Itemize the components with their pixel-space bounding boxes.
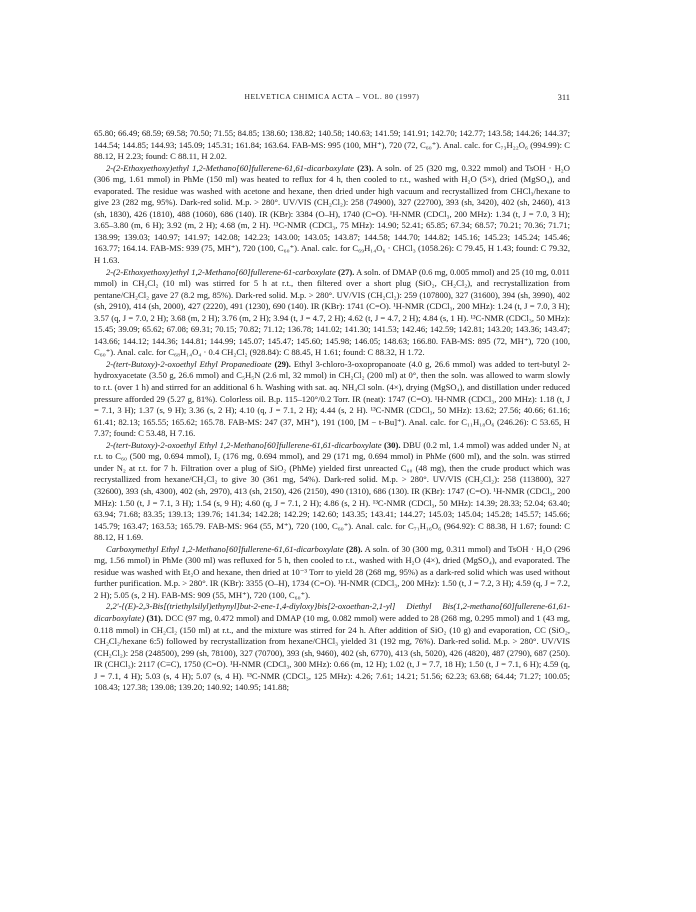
compound-title: 2-(tert-Butoxy)-2-oxoethyl Ethyl Propanedioate: [106, 358, 272, 369]
experimental-text: [94, 128, 570, 694]
paragraph-body: 65.80; 66.49; 68.59; 69.58; 70.50; 71.55; 84.85; 138.60; 138.82; 140.58; 140.63; 141.59; 141.91; 142.70; 142.77; 143.58; 144.26; 144.37; 144.54; 144.85; 144.93; 145.09; 145.31; 161.84; 163.64. FAB-MS: 995 (100, MH⁺), 720 (72, C₆₀⁺). Anal. calc. for C₇₃H₂₂O₆ (994.99): C 88.12, H 2.23; found: C 88.11, H 2.02.: [94, 128, 570, 162]
compound-number: (27).: [337, 266, 355, 277]
paragraph-body: Ethyl 3-chloro-3-oxopropanoate (4.0 g, 26.6 mmol) was added to tert-butyl 2-hydroxyacetate (3.50 g, 26.6 mmol) and C₅H₅N (2.6 ml, 32 mmol) in CH₂Cl₂ (200 ml) at 0°, then the soln. was allowed to warm slowly to r.t. (over 1 h) and stirred for an additional 6 h. Washing with sat. aq. NH₄Cl soln. (4×), drying (MgSO₄), and distillation under reduced pressure afforded 29 (5.27 g, 81%). Colorless oil. B.p. 115–120°/0.2 Torr. IR (neat): 1747 (C=O). ¹H-NMR (CDCl₃, 200 MHz): 1.18 (t, J = 7.1, 3 H); 1.37 (s, 9 H); 3.36 (s, 2 H); 4.10 (q, J = 7.1, 2 H); 4.44 (s, 2 H). ¹³C-NMR (CDCl₃, 50 MHz): 13.62; 27.56; 40.66; 61.16; 61.41; 82.13; 165.55; 165.62; 165.78. FAB-MS: 247 (37, MH⁺), 191 (100, [M − t-Bu]⁺). Anal. calc. for C₁₁H₁₈O₆ (246.26): C 53.65, H 7.37; found: C 53.48, H 7.16.: [94, 358, 570, 439]
compound-number: (31).: [146, 612, 163, 623]
running-header: [94, 92, 570, 106]
compound-title: 2-(2-Ethoxyethoxy)ethyl 1,2-Methano[60]fullerene-61-carboxylate: [106, 266, 336, 277]
compound-title: Carboxymethyl Ethyl 1,2-Methano[60]fullerene-61,61-dicarboxylate: [106, 543, 344, 554]
compound-number: (28).: [346, 543, 363, 554]
paragraph-body: DBU (0.2 ml, 1.4 mmol) was added under N₂ at r.t. to C₆₀ (500 mg, 0.694 mmol), I₂ (176 mg, 0.694 mmol), and 29 (171 mg, 0.694 mmol) in PhMe (600 ml), and the soln. was stirred under N₂ at r.t. for 7 h. Filtration over a plug of SiO₂ (PhMe) yielded first unreacted C₆₀ (48 mg), then the crude product which was recrystallized from hexane/CH₂Cl₂ to give 30 (361 mg, 54%). Dark-red solid. M.p. > 280°. UV/VIS (CH₂Cl₂): 258 (113800), 327 (32600), 393 (sh, 4300), 402 (sh, 2970), 413 (sh, 2150), 426 (2150), 490 (1310), 686 (130). IR (KBr): 1747 (C=O). ¹H-NMR (CDCl₃, 200 MHz): 1.50 (t, J = 7.1, 3 H); 1.54 (s, 9 H); 4.60 (q, J = 7.1, 2 H); 4.86 (s, 2 H). ¹³C-NMR (CDCl₃, 50 MHz): 14.39; 28.33; 52.04; 63.40; 63.94; 71.68; 83.35; 139.13; 139.76; 141.34; 142.28; 142.29; 142.60; 143.35; 143.41; 144.27; 145.03; 145.04; 145.28; 145.57; 145.66; 145.79; 163.47; 163.53; 165.79. FAB-MS: 964 (55, M⁺), 720 (100, C₆₀⁺). Anal. calc. for C₇₁H₁₆O₆ (964.92): C 88.38, H 1.67; found: C 88.12, H 1.69.: [94, 439, 570, 543]
compound-title: 2-(2-Ethoxyethoxy)ethyl 1,2-Methano[60]fullerene-61,61-dicarboxylate: [106, 162, 355, 173]
paragraph: [94, 544, 570, 602]
paragraph-body: A soln. of DMAP (0.6 mg, 0.005 mmol) and 25 (10 mg, 0.011 mmol) in CH₂Cl₂ (10 ml) was stirred for 5 h at r.t., then filtered over a short plug (SiO₂, CH₂Cl₂), and recrystallization from pentane/CH₂Cl₂ gave 27 (8.2 mg, 85%). Dark-red solid. M.p. > 280°. UV/VIS (CH₂Cl₂): 259 (107800), 327 (31600), 394 (sh, 3990), 402 (sh, 2910), 414 (sh, 2000), 427 (2220), 491 (1230), 690 (140). IR (KBr): 1741 (C=O). ¹H-NMR (CDCl₃, 200 MHz): 1.24 (t, J = 7.0, 3 H); 3.57 (q, J = 7.0, 2 H); 3.68 (m, 2 H); 3.76 (m, 2 H); 3.94 (t, J = 4.7, 2 H); 4.62 (t, J = 4.7, 2 H); 4.84 (s, 1 H). ¹³C-NMR (CDCl₃, 50 MHz): 15.45; 39.09; 65.62; 67.08; 69.31; 70.15; 70.82; 71.12; 136.78; 141.02; 141.30; 141.53; 142.46; 142.59; 142.81; 143.20; 143.36; 143.47; 143.66; 144.12; 144.36; 144.81; 144.99; 145.07; 145.47; 145.60; 145.98; 146.05; 148.63; 166.80. FAB-MS: 895 (72, MH⁺), 720 (100, C₆₀⁺). Anal. calc. for C₆₈H₁₄O₄ · 0.4 CH₂Cl₂ (928.84): C 88.45, H 1.61; found: C 88.32, H 1.72.: [94, 266, 570, 358]
paragraph-body: A soln. of 30 (300 mg, 0.311 mmol) and TsOH · H₂O (296 mg, 1.56 mmol) in PhMe (300 ml) was refluxed for 5 h, then cooled to r.t., washed with H₂O (4×), dried (MgSO₄), and evaporated. The residue was washed with Et₂O and hexane, then dried at 10⁻³ Torr to yield 28 (268 mg, 95%) as a dark-red solid which was used without further purification. M.p. > 280°. IR (KBr): 3355 (O–H), 1734 (C=O). ¹H-NMR (CDCl₃, 200 MHz): 1.50 (t, J = 7.2, 3 H); 4.59 (q, J = 7.2, 2 H); 5.05 (s, 2 H). FAB-MS: 909 (55, MH⁺), 720 (100, C₆₀⁺).: [94, 543, 570, 600]
paragraph: [94, 267, 570, 359]
paragraph: [94, 601, 570, 693]
paragraph: [94, 163, 570, 267]
paragraph: [94, 440, 570, 544]
compound-title: 2,2′-{(E)-2,3-Bis[(triethylsilyl)ethynyl]but-2-ene-1,4-diyloxy}bis[2-oxoethan-2,1-yl] Diethyl Bis(1,2-methano[60]fullerene-61,61-dicarboxylate): [94, 601, 570, 623]
page-number: 311: [557, 92, 570, 102]
paragraph-body: A soln. of 25 (320 mg, 0.322 mmol) and TsOH · H₂O (306 mg, 1.61 mmol) in PhMe (150 ml) was heated to reflux for 4 h, then cooled to r.t., washed with H₂O (5×), dried (MgSO₄), and evaporated. The residue was washed with acetone and hexane, then dried under high vacuum and recrystallized from CHCl₃/hexane to give 23 (282 mg, 95%). Dark-red solid. M.p. > 280°. UV/VIS (CH₂Cl₂): 258 (74900), 327 (22700), 393 (sh, 3420), 402 (sh, 2460), 413 (sh, 1830), 426 (1810), 488 (1060), 686 (140). IR (KBr): 3384 (O–H), 1740 (C=O). ¹H-NMR (CDCl₃, 200 MHz): 1.34 (t, J = 7.0, 3 H); 3.65–3.80 (m, 6 H); 3.92 (m, 2 H); 4.68 (m, 2 H). ¹³C-NMR (CDCl₃, 75 MHz): 14.90; 52.41; 65.85; 67.34; 68.57; 70.21; 70.36; 71.71; 138.99; 139.03; 140.97; 141.97; 142.08; 142.23; 143.00; 143.05; 143.87; 144.58; 144.70; 144.82; 145.16; 145.23; 145.24; 145.46; 163.77; 164.14. FAB-MS: 939 (75, MH⁺), 720 (100, C₆₀⁺). Anal. calc. for C₆₉H₁₄O₆ · CHCl₃ (1058.26): C 79.45, H 1.43; found: C 79.32, H 1.63.: [94, 162, 570, 266]
paragraph: [94, 359, 570, 440]
compound-number: (30).: [384, 439, 401, 450]
paragraph: [94, 128, 570, 163]
compound-title: 2-(tert-Butoxy)-2-oxoethyl Ethyl 1,2-Methano[60]fullerene-61,61-dicarboxylate: [106, 439, 382, 450]
compound-number: (29).: [274, 358, 291, 369]
paragraph-body: DCC (97 mg, 0.472 mmol) and DMAP (10 mg, 0.082 mmol) were added to 28 (268 mg, 0.295 mmol) and 1 (43 mg, 0.118 mmol) in CH₂Cl₂ (150 ml) at r.t., and the mixture was stirred for 24 h. After addition of SiO₂ (10 g) and evaporation, CC (SiO₂, CH₂Cl₂/hexane 6:5) followed by recrystallization from hexane/CHCl₃ yielded 31 (192 mg, 76%). Dark-red solid. M.p. > 280°. UV/VIS (CH₂Cl₂): 258 (248500), 299 (sh, 78100), 327 (70700), 393 (sh, 9460), 402 (sh, 6770), 413 (sh, 5020), 426 (4820), 487 (2790), 687 (250). IR (CHCl₃): 2117 (C≡C), 1750 (C=O). ¹H-NMR (CDCl₃, 300 MHz): 0.66 (m, 12 H); 1.02 (t, J = 7.7, 18 H); 1.50 (t, J = 7.1, 6 H); 4.59 (q, J = 7.1, 4 H); 5.03 (s, 4 H); 5.07 (s, 4 H). ¹³C-NMR (CDCl₃, 125 MHz): 4.26; 7.61; 14.21; 51.56; 62.23; 63.68; 64.44; 71.27; 100.05; 108.43; 127.38; 139.08; 139.20; 140.92; 140.95; 141.88;: [94, 612, 570, 693]
compound-number: (23).: [357, 162, 374, 173]
journal-title: HELVETICA CHIMICA ACTA – VOL. 80 (1997): [244, 92, 420, 101]
